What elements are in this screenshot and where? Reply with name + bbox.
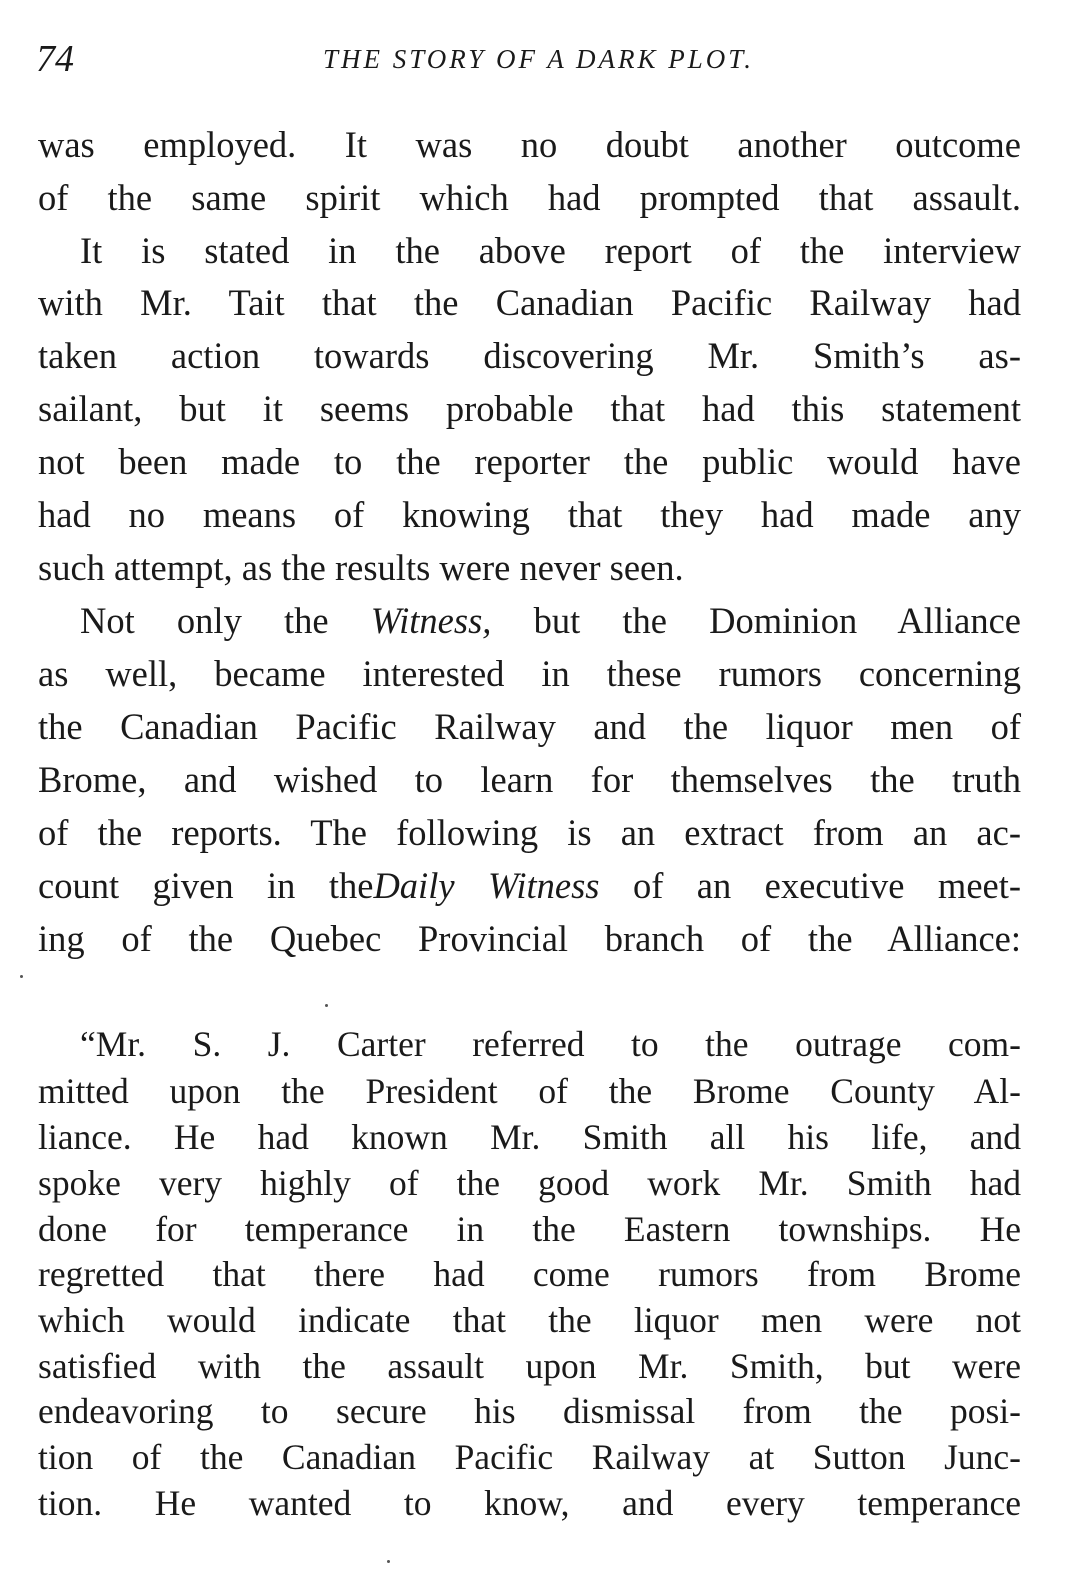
body-line-11: as well, became interested in these rumors concerning	[38, 653, 1021, 694]
body-line-15-tail: of an executive meet-	[632, 865, 1022, 906]
quote-line-10: tion of the Canadian Pacific Railway at Sutton Junc-	[38, 1437, 1021, 1477]
quote-line-8: satisfied with the assault upon Mr. Smith, but were	[38, 1346, 1021, 1386]
quote-line-1: “Mr. S. J. Carter referred to the outrage com-	[80, 1024, 1021, 1064]
body-line-10-start: Not only the	[80, 600, 329, 641]
running-title: THE STORY OF A DARK PLOT.	[322, 44, 755, 74]
quote-line-3: liance. He had known Mr. Smith all his life, and	[38, 1117, 1021, 1157]
quote-line-11: tion. He wanted to know, and every temperance	[38, 1483, 1021, 1523]
witness-italic: Witness,	[370, 600, 492, 641]
body-line-9: such attempt, as the results were never seen.	[38, 547, 684, 588]
body-line-12: the Canadian Pacific Railway and the liquor men of	[38, 706, 1021, 747]
quote-line-7: which would indicate that the liquor men were not	[38, 1300, 1021, 1340]
body-line-3: It is stated in the above report of the interview	[80, 230, 1021, 271]
quote-line-2: mitted upon the President of the Brome County Al-	[38, 1071, 1021, 1111]
body-line-7: not been made to the reporter the public would have	[38, 441, 1021, 482]
daily-witness-italic: Daily Witness	[373, 865, 600, 906]
body-line-2: of the same spirit which had prompted that assault.	[38, 177, 1021, 218]
body-line-10-tail: but the Dominion Alliance	[533, 600, 1021, 641]
body-line-13: Brome, and wished to learn for themselves the truth	[38, 759, 1021, 800]
quote-line-6: regretted that there had come rumors from Brome	[38, 1254, 1021, 1294]
scan-speck	[20, 975, 23, 978]
body-line-15	[38, 865, 1022, 906]
body-line-5: taken action towards discovering Mr. Smith’s as-	[38, 335, 1021, 376]
body-line-6: sailant, but it seems probable that had this statement	[38, 388, 1021, 429]
body-line-8: had no means of knowing that they had made any	[38, 494, 1021, 535]
quote-line-5: done for temperance in the Eastern townships. He	[38, 1209, 1021, 1249]
body-line-14: of the reports. The following is an extract from an ac-	[38, 812, 1021, 853]
body-line-16: ing of the Quebec Provincial branch of the Alliance:	[38, 918, 1021, 959]
body-line-1: was employed. It was no doubt another outcome	[38, 124, 1021, 165]
quote-line-4: spoke very highly of the good work Mr. Smith had	[38, 1163, 1021, 1203]
body-line-10	[80, 600, 1021, 641]
scan-speck	[325, 1004, 328, 1007]
body-line-4: with Mr. Tait that the Canadian Pacific Railway had	[38, 282, 1021, 323]
quote-line-9: endeavoring to secure his dismissal from the posi-	[38, 1391, 1021, 1431]
body-line-15-start: count given in the	[38, 865, 374, 906]
scan-speck	[387, 1560, 390, 1563]
page-number: 74	[36, 38, 74, 80]
